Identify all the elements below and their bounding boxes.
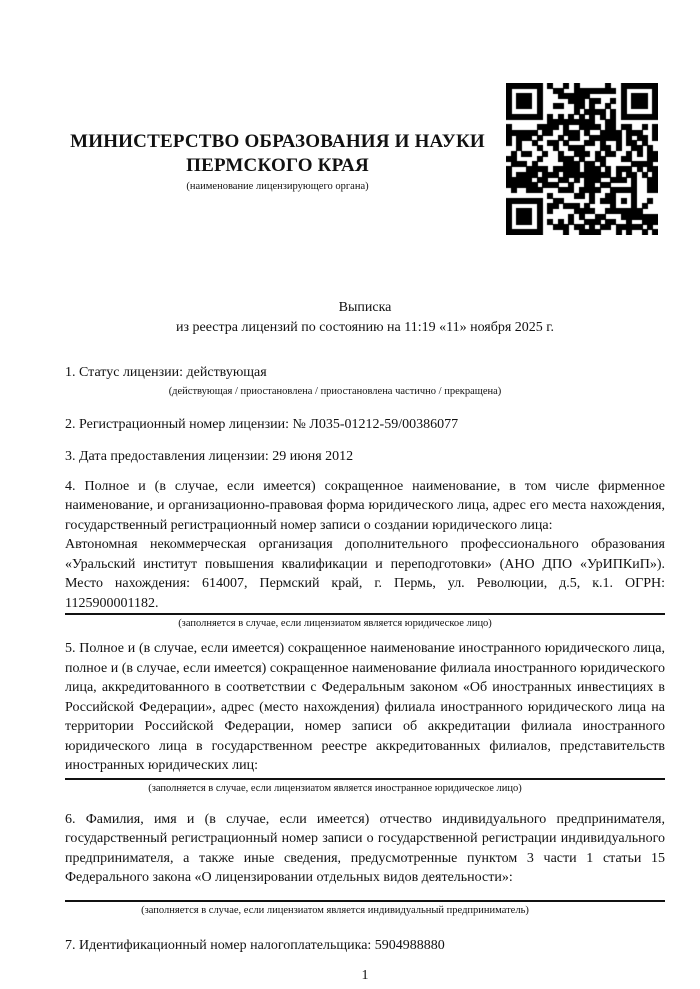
individual-entrepreneur-caption: (заполняется в случае, если лицензиатом является индивидуальный предприниматель) bbox=[141, 904, 529, 916]
page-number: 1 bbox=[361, 968, 369, 983]
individual-entrepreneur-question: 6. Фамилия, имя и (в случае, если имеется) отчество индивидуального предпринимателя, государственный регистрационный номер записи о государственной регистрации индивидуального предпринимателя, а также иные сведения, предусмотренные пунктом 3 части 1 статьи 15 Федерального закона «О лицензировании отдельных видов деятельности»: bbox=[65, 811, 665, 885]
legal-entity-question: 4. Полное и (в случае, если имеется) сокращенное наименование, в том числе фирменное наименование, и организационно-правовая форма юридического лица, адрес его места нахождения, государственный регистрационный номер записи о создании юридического лица: bbox=[65, 478, 665, 533]
ministry-name-line2: ПЕРМСКОГО КРАЯ bbox=[186, 155, 369, 176]
item-grant-date: 3. Дата предоставления лицензии: 29 июня 2012 bbox=[65, 449, 354, 464]
title-line1: Выписка bbox=[338, 300, 392, 315]
foreign-entity-question: 5. Полное и (в случае, если имеется) сокращенное наименование иностранного юридического лица, полное и (в случае, если имеется) сокращенное наименование филиала иностранного юридического лица, аккредитованного в соответствии с Федеральным законом «Об иностранных инвестициях в Российской Федерации», адрес (место нахождения) филиала иностранного юридического лица на территории Российской Федерации, номер записи об аккредитации филиала иностранного юридического лица в государственном реестре аккредитованных филиалов, представительств иностранных юридических лиц: bbox=[65, 641, 665, 773]
ministry-header bbox=[65, 130, 490, 193]
ministry-name-line1: МИНИСТЕРСТВО ОБРАЗОВАНИЯ И НАУКИ bbox=[70, 131, 485, 152]
item-foreign-entity bbox=[65, 639, 665, 795]
ministry-caption: (наименование лицензирующего органа) bbox=[186, 181, 369, 192]
fill-line bbox=[65, 613, 665, 615]
foreign-entity-caption: (заполняется в случае, если лицензиатом является иностранное юридическое лицо) bbox=[148, 782, 522, 794]
legal-entity-caption: (заполняется в случае, если лицензиатом является юридическое лицо) bbox=[178, 618, 492, 629]
item-license-status-caption: (действующая / приостановлена / приостановлена частично / прекращена) bbox=[168, 385, 502, 397]
item-legal-entity bbox=[65, 477, 665, 631]
item-registration-number: 2. Регистрационный номер лицензии: № Л035-01212-59/00386077 bbox=[65, 416, 459, 432]
document-title bbox=[65, 298, 665, 337]
legal-entity-answer: Автономная некоммерческая организация дополнительного профессионального образования «Уральский институт повышения квалификации и переподготовки» (АНО ДПО «УрИПКиП»). Место нахождения: 614007, Пермский край, г. Пермь, ул. Революции, д.5, к.1. ОГРН: 1125900001182. bbox=[65, 537, 665, 611]
fill-line bbox=[65, 900, 665, 902]
item-license-status: 1. Статус лицензии: действующая bbox=[65, 365, 267, 380]
document-content bbox=[65, 0, 665, 986]
title-line2: из реестра лицензий по состоянию на 11:19 «11» ноября 2025 г. bbox=[176, 319, 554, 335]
ministry-name bbox=[65, 130, 490, 178]
fill-line bbox=[65, 778, 665, 780]
item-taxpayer-number: 7. Идентификационный номер налогоплательщика: 5904988880 bbox=[65, 937, 445, 953]
item-individual-entrepreneur bbox=[65, 810, 665, 917]
